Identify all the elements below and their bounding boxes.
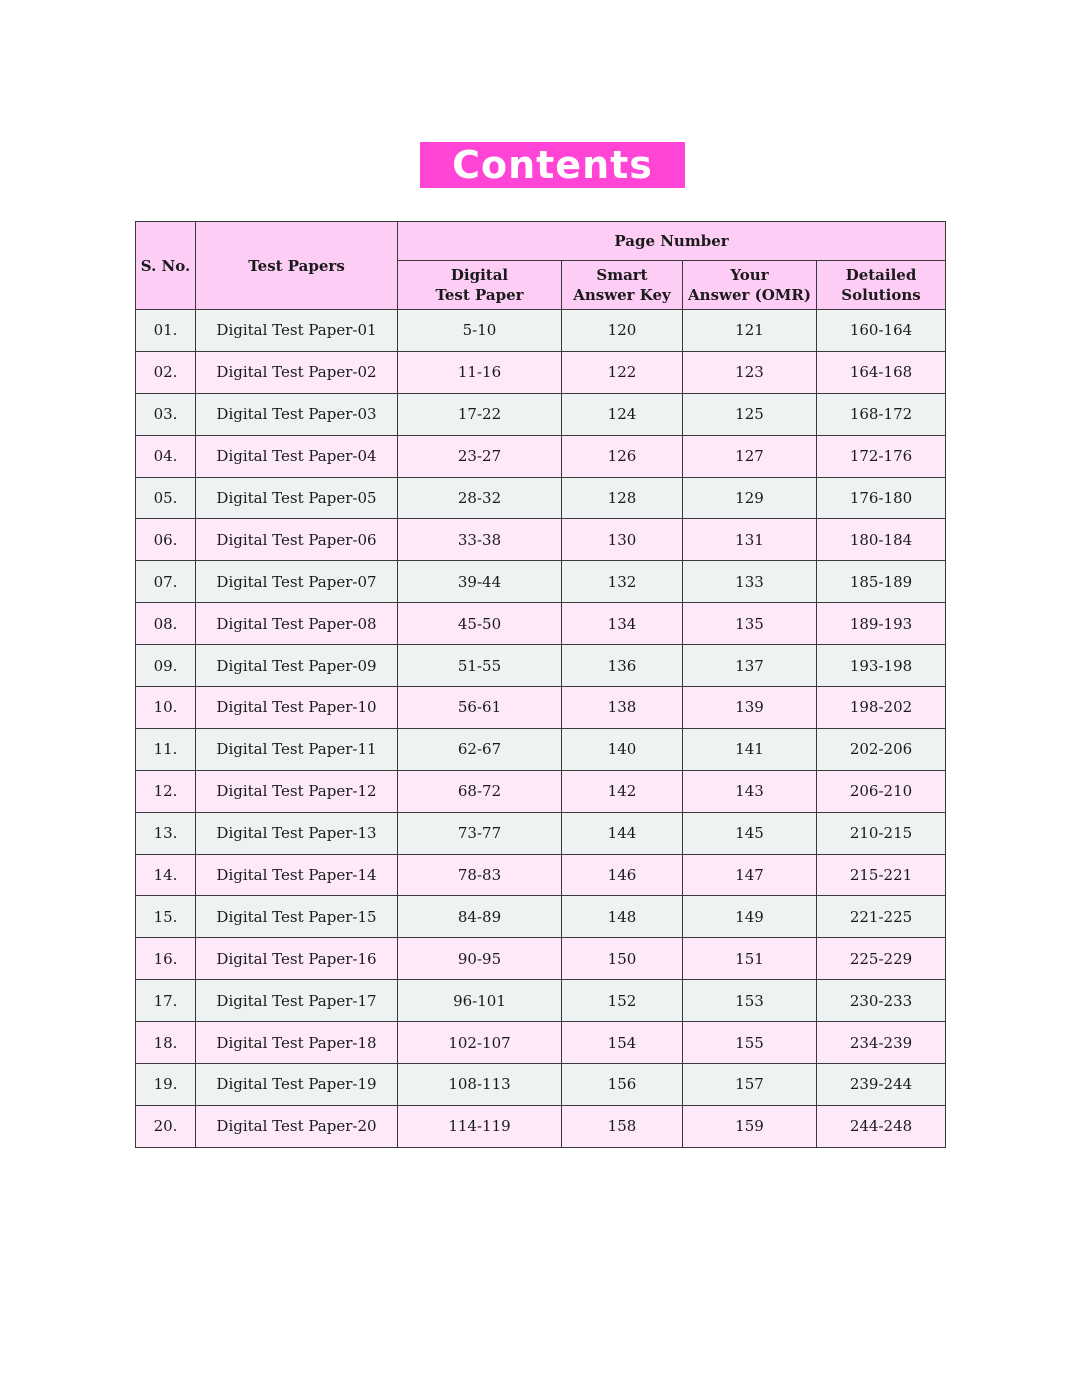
cell-your-answer: 137 (683, 645, 817, 687)
cell-sno: 15. (136, 896, 196, 938)
cell-smart-answer-key: 132 (562, 561, 683, 603)
cell-digital-test-paper: 11-16 (398, 351, 562, 393)
cell-sno: 05. (136, 477, 196, 519)
cell-detailed-solutions: 225-229 (817, 938, 946, 980)
cell-test-paper: Digital Test Paper-14 (196, 854, 398, 896)
cell-test-paper: Digital Test Paper-06 (196, 519, 398, 561)
cell-your-answer: 149 (683, 896, 817, 938)
cell-smart-answer-key: 140 (562, 728, 683, 770)
table-row (136, 938, 946, 980)
cell-digital-test-paper: 28-32 (398, 477, 562, 519)
table-row (136, 770, 946, 812)
cell-sno: 09. (136, 645, 196, 687)
cell-smart-answer-key: 146 (562, 854, 683, 896)
cell-detailed-solutions: 164-168 (817, 351, 946, 393)
table-row (136, 310, 946, 352)
cell-your-answer: 133 (683, 561, 817, 603)
cell-detailed-solutions: 185-189 (817, 561, 946, 603)
header-smart-line2: Answer Key (573, 286, 671, 304)
header-digital-line1: Digital (450, 266, 509, 284)
header-your-line1: Your (730, 266, 769, 284)
table-row (136, 1022, 946, 1064)
table-header (136, 222, 946, 310)
cell-sno: 11. (136, 728, 196, 770)
header-detailed-solutions (817, 261, 946, 310)
cell-test-paper: Digital Test Paper-07 (196, 561, 398, 603)
cell-your-answer: 129 (683, 477, 817, 519)
cell-digital-test-paper: 45-50 (398, 603, 562, 645)
cell-your-answer: 151 (683, 938, 817, 980)
cell-sno: 19. (136, 1064, 196, 1106)
cell-smart-answer-key: 156 (562, 1064, 683, 1106)
cell-sno: 10. (136, 687, 196, 729)
cell-detailed-solutions: 176-180 (817, 477, 946, 519)
cell-smart-answer-key: 142 (562, 770, 683, 812)
cell-your-answer: 131 (683, 519, 817, 561)
cell-smart-answer-key: 134 (562, 603, 683, 645)
cell-smart-answer-key: 126 (562, 435, 683, 477)
cell-digital-test-paper: 68-72 (398, 770, 562, 812)
cell-sno: 06. (136, 519, 196, 561)
cell-test-paper: Digital Test Paper-02 (196, 351, 398, 393)
header-your-line2: Answer (OMR) (688, 286, 811, 304)
cell-sno: 13. (136, 812, 196, 854)
cell-detailed-solutions: 198-202 (817, 687, 946, 729)
table-row (136, 980, 946, 1022)
cell-smart-answer-key: 154 (562, 1022, 683, 1064)
table-row (136, 435, 946, 477)
cell-digital-test-paper: 33-38 (398, 519, 562, 561)
table-row (136, 687, 946, 729)
cell-smart-answer-key: 136 (562, 645, 683, 687)
cell-detailed-solutions: 206-210 (817, 770, 946, 812)
cell-test-paper: Digital Test Paper-17 (196, 980, 398, 1022)
cell-digital-test-paper: 62-67 (398, 728, 562, 770)
cell-test-paper: Digital Test Paper-10 (196, 687, 398, 729)
header-detailed-line1: Detailed (845, 266, 917, 284)
cell-detailed-solutions: 215-221 (817, 854, 946, 896)
cell-test-paper: Digital Test Paper-08 (196, 603, 398, 645)
cell-test-paper: Digital Test Paper-11 (196, 728, 398, 770)
header-digital-line2: Test Paper (435, 286, 524, 304)
cell-digital-test-paper: 56-61 (398, 687, 562, 729)
cell-your-answer: 123 (683, 351, 817, 393)
cell-smart-answer-key: 130 (562, 519, 683, 561)
cell-digital-test-paper: 51-55 (398, 645, 562, 687)
cell-sno: 17. (136, 980, 196, 1022)
table-row (136, 1064, 946, 1106)
header-detailed-line2: Solutions (841, 286, 921, 304)
cell-your-answer: 147 (683, 854, 817, 896)
cell-smart-answer-key: 148 (562, 896, 683, 938)
table-row (136, 1105, 946, 1147)
cell-detailed-solutions: 202-206 (817, 728, 946, 770)
table-row (136, 603, 946, 645)
table-row (136, 854, 946, 896)
cell-detailed-solutions: 168-172 (817, 393, 946, 435)
header-page-number: Page Number (398, 222, 946, 261)
cell-test-paper: Digital Test Paper-13 (196, 812, 398, 854)
cell-smart-answer-key: 152 (562, 980, 683, 1022)
cell-your-answer: 135 (683, 603, 817, 645)
cell-test-paper: Digital Test Paper-15 (196, 896, 398, 938)
header-digital-test-paper (398, 261, 562, 310)
cell-your-answer: 155 (683, 1022, 817, 1064)
cell-your-answer: 145 (683, 812, 817, 854)
contents-table (135, 221, 946, 1148)
cell-test-paper: Digital Test Paper-04 (196, 435, 398, 477)
cell-your-answer: 153 (683, 980, 817, 1022)
cell-your-answer: 139 (683, 687, 817, 729)
cell-detailed-solutions: 172-176 (817, 435, 946, 477)
table-row (136, 812, 946, 854)
cell-digital-test-paper: 17-22 (398, 393, 562, 435)
cell-digital-test-paper: 78-83 (398, 854, 562, 896)
cell-detailed-solutions: 244-248 (817, 1105, 946, 1147)
cell-smart-answer-key: 158 (562, 1105, 683, 1147)
cell-sno: 02. (136, 351, 196, 393)
cell-sno: 16. (136, 938, 196, 980)
cell-digital-test-paper: 102-107 (398, 1022, 562, 1064)
table-row (136, 645, 946, 687)
cell-smart-answer-key: 122 (562, 351, 683, 393)
cell-digital-test-paper: 114-119 (398, 1105, 562, 1147)
table-row (136, 728, 946, 770)
cell-test-paper: Digital Test Paper-12 (196, 770, 398, 812)
page-title: Contents (420, 142, 685, 188)
cell-smart-answer-key: 144 (562, 812, 683, 854)
table-row (136, 519, 946, 561)
cell-detailed-solutions: 230-233 (817, 980, 946, 1022)
cell-sno: 12. (136, 770, 196, 812)
cell-digital-test-paper: 39-44 (398, 561, 562, 603)
header-smart-answer-key (562, 261, 683, 310)
cell-detailed-solutions: 239-244 (817, 1064, 946, 1106)
cell-test-paper: Digital Test Paper-18 (196, 1022, 398, 1064)
cell-digital-test-paper: 84-89 (398, 896, 562, 938)
cell-sno: 18. (136, 1022, 196, 1064)
cell-sno: 14. (136, 854, 196, 896)
table-row (136, 477, 946, 519)
cell-smart-answer-key: 138 (562, 687, 683, 729)
cell-detailed-solutions: 193-198 (817, 645, 946, 687)
cell-digital-test-paper: 23-27 (398, 435, 562, 477)
cell-smart-answer-key: 150 (562, 938, 683, 980)
header-sno: S. No. (136, 222, 196, 310)
cell-detailed-solutions: 234-239 (817, 1022, 946, 1064)
cell-your-answer: 125 (683, 393, 817, 435)
table-row (136, 351, 946, 393)
cell-your-answer: 121 (683, 310, 817, 352)
cell-sno: 20. (136, 1105, 196, 1147)
cell-digital-test-paper: 96-101 (398, 980, 562, 1022)
cell-digital-test-paper: 5-10 (398, 310, 562, 352)
cell-detailed-solutions: 210-215 (817, 812, 946, 854)
cell-detailed-solutions: 189-193 (817, 603, 946, 645)
header-your-answer-omr (683, 261, 817, 310)
cell-test-paper: Digital Test Paper-16 (196, 938, 398, 980)
cell-test-paper: Digital Test Paper-03 (196, 393, 398, 435)
cell-your-answer: 157 (683, 1064, 817, 1106)
cell-your-answer: 143 (683, 770, 817, 812)
cell-detailed-solutions: 160-164 (817, 310, 946, 352)
cell-sno: 07. (136, 561, 196, 603)
cell-sno: 03. (136, 393, 196, 435)
cell-digital-test-paper: 108-113 (398, 1064, 562, 1106)
cell-test-paper: Digital Test Paper-09 (196, 645, 398, 687)
cell-detailed-solutions: 180-184 (817, 519, 946, 561)
header-smart-line1: Smart (596, 266, 648, 284)
cell-your-answer: 141 (683, 728, 817, 770)
header-test-papers: Test Papers (196, 222, 398, 310)
cell-smart-answer-key: 124 (562, 393, 683, 435)
cell-test-paper: Digital Test Paper-01 (196, 310, 398, 352)
cell-digital-test-paper: 73-77 (398, 812, 562, 854)
cell-digital-test-paper: 90-95 (398, 938, 562, 980)
table-row (136, 896, 946, 938)
cell-smart-answer-key: 120 (562, 310, 683, 352)
cell-your-answer: 127 (683, 435, 817, 477)
cell-your-answer: 159 (683, 1105, 817, 1147)
cell-sno: 08. (136, 603, 196, 645)
table-row (136, 393, 946, 435)
table-row (136, 561, 946, 603)
cell-test-paper: Digital Test Paper-05 (196, 477, 398, 519)
cell-sno: 01. (136, 310, 196, 352)
cell-detailed-solutions: 221-225 (817, 896, 946, 938)
cell-test-paper: Digital Test Paper-20 (196, 1105, 398, 1147)
cell-test-paper: Digital Test Paper-19 (196, 1064, 398, 1106)
cell-smart-answer-key: 128 (562, 477, 683, 519)
cell-sno: 04. (136, 435, 196, 477)
table-body (136, 310, 946, 1148)
